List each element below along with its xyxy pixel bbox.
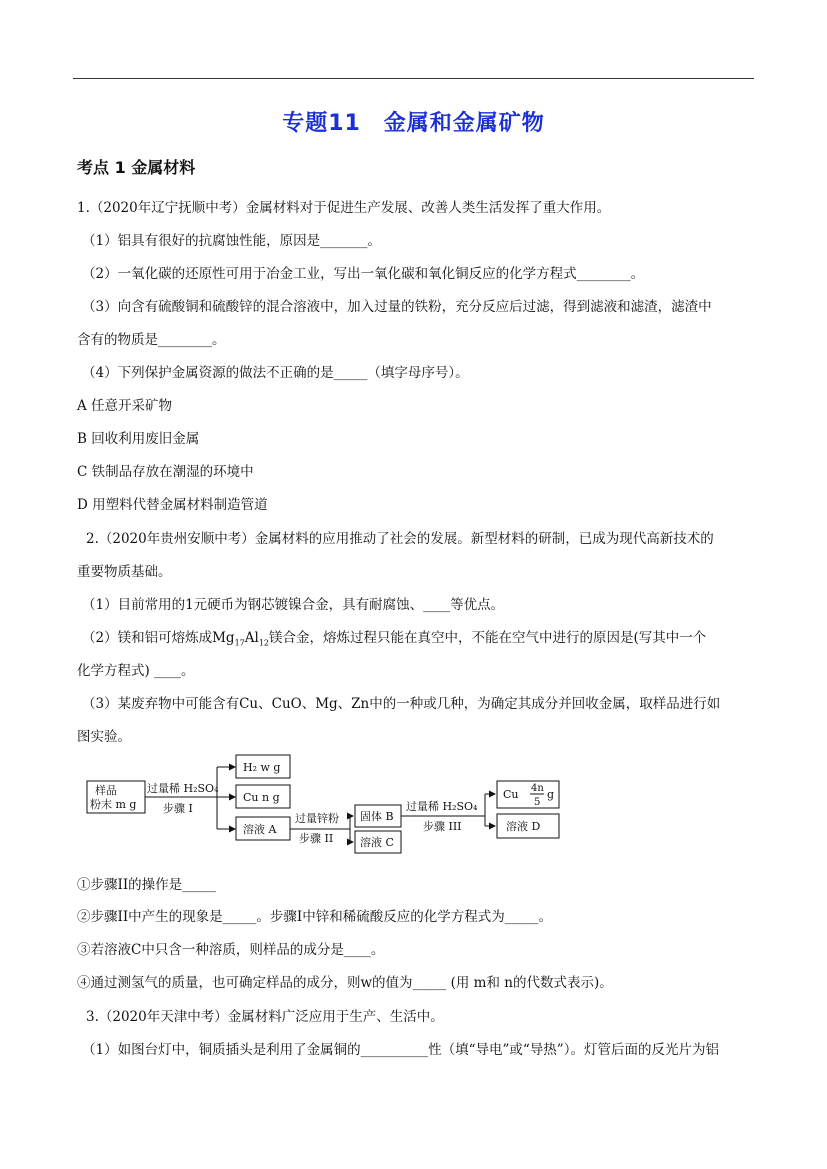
q2-part2a <box>82 626 706 648</box>
fraction-denominator: 5 <box>534 797 541 808</box>
q2-sub2: ②步骤II中产生的现象是_____。步骤I中锌和稀硫酸反应的化学方程式为_____。 <box>77 909 552 925</box>
q2-sub4: ④通过测氢气的质量，也可确定样品的成分，则w的值为_____ (用 m和 n的代数式表示)。 <box>77 975 613 991</box>
solid-b-label: 固体 B <box>360 810 394 823</box>
q2-part2a-post: 镁合金，熔炼过程只能在真空中，不能在空气中进行的原因是(写其中一个 <box>269 630 707 646</box>
experiment-flow-diagram <box>85 750 575 860</box>
q1-option-d: D 用塑料代替金属材料制造管道 <box>77 497 268 513</box>
q2-part2a-pre: （2）镁和铝可熔炼成Mg <box>82 630 235 646</box>
solution-c-label: 溶液 C <box>360 836 394 849</box>
q2-part2a-mid: Al <box>244 630 259 646</box>
cu-product-label: Cu <box>503 788 519 801</box>
q2-part1: （1）目前常用的1元硬币为钢芯镀镍合金，具有耐腐蚀、____等优点。 <box>82 597 505 613</box>
q2-sub-17: 17 <box>234 638 245 648</box>
fraction-unit: g <box>547 788 555 801</box>
q1-option-b: B 回收利用废旧金属 <box>77 431 200 447</box>
q1-stem: 1.（2020年辽宁抚顺中考）金属材料对于促进生产发展、改善人类生活发挥了重大作用。 <box>77 200 611 216</box>
sample-label-2: 粉末 m g <box>90 798 137 811</box>
q1-part3a: （3）向含有硫酸铜和硫酸锌的混合溶液中，加入过量的铁粉，充分反应后过滤，得到滤液和滤渣，滤渣中 <box>82 299 712 315</box>
q2-part3a: （3）某废弃物中可能含有Cu、CuO、Mg、Zn中的一种或几种，为确定其成分并回收金属，取样品进行如 <box>82 696 721 712</box>
step3-reagent: 过量稀 H₂SO₄ <box>406 800 478 813</box>
solution-d-label: 溶液 D <box>506 820 541 833</box>
page-title: 专题11 金属和金属矿物 <box>282 111 545 136</box>
q1-part4: （4）下列保护金属资源的做法不正确的是_____（填字母序号）。 <box>82 365 469 381</box>
q3-part1: （1）如图台灯中，铜质插头是利用了金属铜的__________性（填“导电”或“导热”）。灯管后面的反光片为铝 <box>82 1042 719 1058</box>
q1-option-a: A 任意开采矿物 <box>77 398 173 414</box>
h2-label: H₂ w g <box>243 761 281 774</box>
q1-part1: （1）铝具有很好的抗腐蚀性能，原因是_______。 <box>82 233 381 249</box>
q2-stem-a: 2.（2020年贵州安顺中考）金属材料的应用推动了社会的发展。新型材料的研制，已成为现代高新技术的 <box>86 531 714 547</box>
q2-part2b: 化学方程式) ____。 <box>77 663 195 679</box>
q1-part3b: 含有的物质是________。 <box>77 332 226 348</box>
q2-stem-b: 重要物质基础。 <box>77 564 172 580</box>
solution-a-label: 溶液 A <box>243 823 277 836</box>
q2-sub1: ①步骤II的操作是_____ <box>77 877 216 893</box>
q2-part3b: 图实验。 <box>77 729 131 745</box>
q3-stem: 3.（2020年天津中考）金属材料广泛应用于生产、生活中。 <box>86 1009 444 1025</box>
step3-label: 步骤 III <box>423 820 462 833</box>
section-heading: 考点 1 金属材料 <box>77 158 196 177</box>
sample-label-1: 样品 <box>95 784 117 797</box>
step1-reagent: 过量稀 H₂SO₄ <box>147 782 219 795</box>
q2-sub-12: 12 <box>258 638 270 648</box>
q1-part2: （2）一氧化碳的还原性可用于冶金工业，写出一氧化碳和氧化铜反应的化学方程式________。 <box>82 266 645 282</box>
fraction-numerator: 4n <box>531 783 544 794</box>
q1-option-c: C 铁制品存放在潮湿的环境中 <box>77 464 254 480</box>
q2-sub3: ③若溶液C中只含一种溶质，则样品的成分是____。 <box>77 942 385 958</box>
step1-label: 步骤 I <box>163 802 193 815</box>
cu-label: Cu n g <box>243 791 280 804</box>
header-rule <box>73 78 754 79</box>
step2-reagent: 过量锌粉 <box>295 812 339 825</box>
step2-label: 步骤 II <box>299 832 334 845</box>
